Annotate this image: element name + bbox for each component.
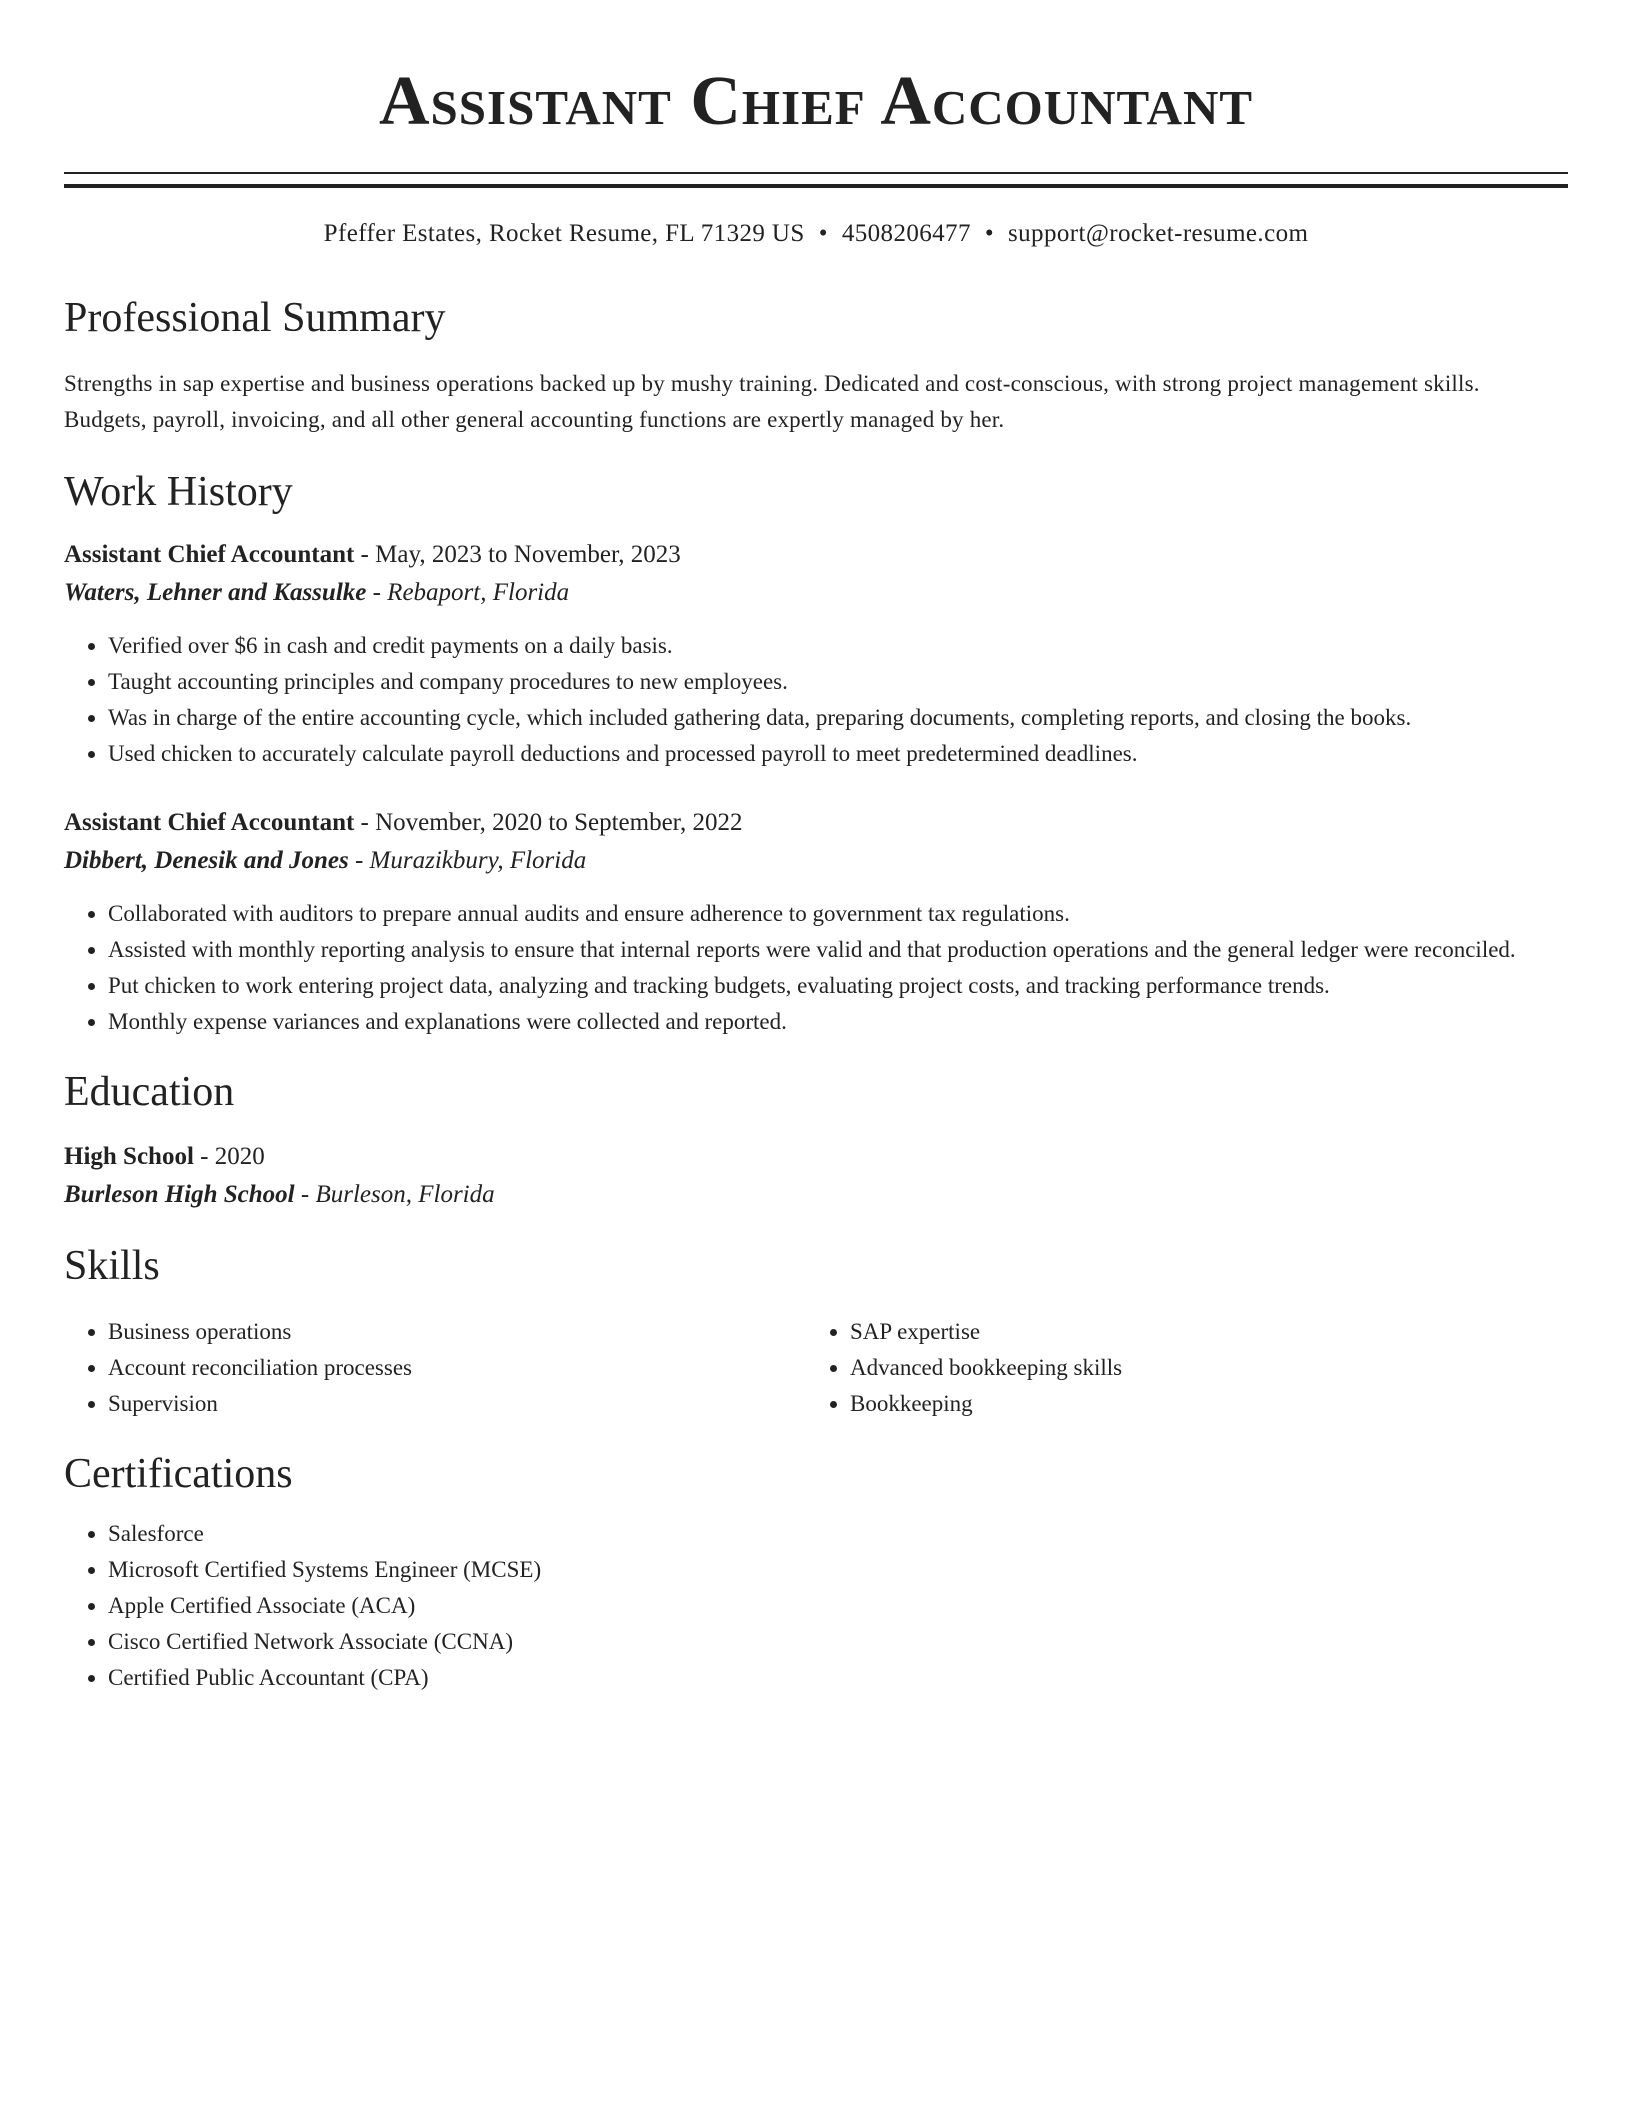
summary-text: Strengths in sap expertise and business operations backed up by mushy training. Dedicated and cost-conscious, with strong project management skills. Budgets, payroll, invoicing, and all other general accounting functions are expertly managed by her. <box>64 371 1480 432</box>
job-entry <box>64 536 1568 772</box>
education-location: - Burleson, Florida <box>294 1181 495 1208</box>
job-bullet: • Assisted with monthly reporting analysis to ensure that internal reports were valid and that production operations and the general ledger were reconciled. <box>108 932 1568 968</box>
education-year: - 2020 <box>193 1143 265 1170</box>
certification-item: • Salesforce <box>108 1516 1568 1552</box>
job-company-line <box>64 574 1568 612</box>
education-entry <box>64 1138 1568 1214</box>
section-title-skills: Skills <box>64 1243 160 1289</box>
certification-item: • Apple Certified Associate (ACA) <box>108 1588 1568 1624</box>
certification-item: • Cisco Certified Network Associate (CCNA) <box>108 1624 1568 1660</box>
job-company: Dibbert, Denesik and Jones <box>64 847 349 874</box>
job-bullet: • Was in charge of the entire accounting cycle, which included gathering data, preparing documents, completing reports, and closing the books. <box>108 700 1568 736</box>
skill-item: • Advanced bookkeeping skills <box>850 1350 1548 1386</box>
contact-separator: • <box>818 220 828 247</box>
certifications-list <box>64 1516 1568 1696</box>
section-title-summary: Professional Summary <box>64 295 446 341</box>
job-company: Waters, Lehner and Kassulke <box>64 579 367 606</box>
job-bullet: • Taught accounting principles and company procedures to new employees. <box>108 664 1568 700</box>
job-dates: - May, 2023 to November, 2023 <box>354 541 681 568</box>
job-location: - Murazikbury, Florida <box>348 847 587 874</box>
education-degree: High School <box>64 1143 194 1170</box>
job-location: - Rebaport, Florida <box>366 579 570 606</box>
job-bullet-list <box>64 628 1568 772</box>
skill-item: • Bookkeeping <box>850 1386 1548 1422</box>
contact-address: Pfeffer Estates, Rocket Resume, FL 71329 US <box>323 220 805 247</box>
skill-item: • Account reconciliation processes <box>108 1350 806 1386</box>
contact-phone: 4508206477 <box>841 220 971 247</box>
education-school-line <box>64 1176 1568 1214</box>
job-bullet: • Put chicken to work entering project data, analyzing and tracking budgets, evaluating project costs, and tracking performance trends. <box>108 968 1568 1004</box>
section-title-work-history: Work History <box>64 469 293 515</box>
skill-item: • Supervision <box>108 1386 806 1422</box>
skills-list-left <box>64 1314 806 1422</box>
resume-name-heading: Assistant Chief Accountant <box>378 63 1254 140</box>
skill-item: • Business operations <box>108 1314 806 1350</box>
job-bullet: • Verified over $6 in cash and credit payments on a daily basis. <box>108 628 1568 664</box>
skills-list-right <box>806 1314 1548 1422</box>
section-title-certifications: Certifications <box>64 1451 293 1497</box>
section-title-education: Education <box>64 1069 235 1115</box>
job-bullet: • Monthly expense variances and explanations were collected and reported. <box>108 1004 1568 1040</box>
job-role: Assistant Chief Accountant <box>64 541 355 568</box>
skills-grid <box>64 1314 1568 1422</box>
education-degree-line <box>64 1138 1568 1176</box>
contact-separator: • <box>984 220 995 247</box>
job-bullet: • Collaborated with auditors to prepare annual audits and ensure adherence to government tax regulations. <box>108 896 1568 932</box>
job-role-line <box>64 536 1568 574</box>
job-entry <box>64 804 1568 1040</box>
job-bullet-list <box>64 896 1568 1040</box>
header-double-rule <box>64 172 1568 188</box>
certification-item: • Microsoft Certified Systems Engineer (MCSE) <box>108 1552 1568 1588</box>
job-role-line <box>64 804 1568 842</box>
job-dates: - November, 2020 to September, 2022 <box>354 809 743 836</box>
education-school: Burleson High School <box>64 1181 295 1208</box>
skill-item: • SAP expertise <box>850 1314 1548 1350</box>
certification-item: • Certified Public Accountant (CPA) <box>108 1660 1568 1696</box>
contact-line <box>64 218 1568 250</box>
contact-email: support@rocket-resume.com <box>1008 220 1309 247</box>
job-company-line <box>64 842 1568 880</box>
job-role: Assistant Chief Accountant <box>64 809 355 836</box>
job-bullet: • Used chicken to accurately calculate payroll deductions and processed payroll to meet predetermined deadlines. <box>108 736 1568 772</box>
